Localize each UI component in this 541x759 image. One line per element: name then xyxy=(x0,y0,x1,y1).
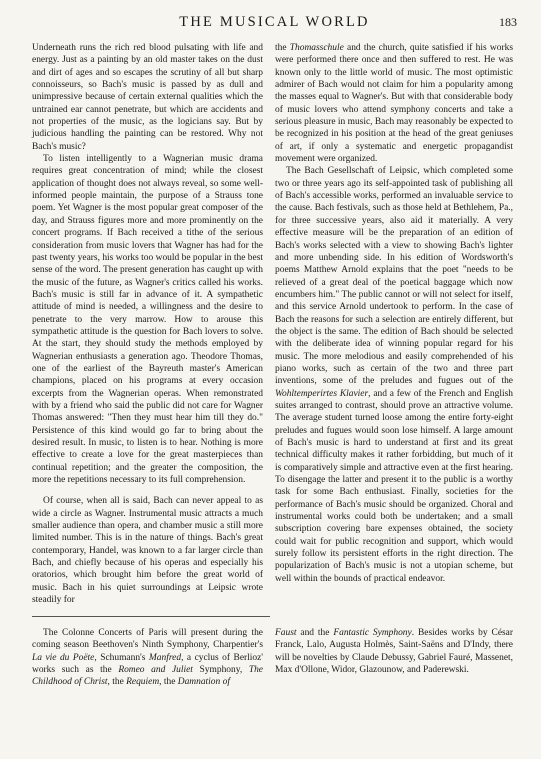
text-run: , the xyxy=(159,677,178,688)
text-run: , a cyclus of Berlioz' works such as the xyxy=(32,652,264,676)
text-run: The Colonne Concerts of Paris will present during the coming season Beethoven's Ninth Symphony, Charpentier's xyxy=(32,628,263,651)
text-run: The Bach Gesellschaft of Leipsic, which completed some two or three years ago its self-appointed task of publishing all of Bach's accessible works, performed an invaluable service to the cause. Bach festivals, such as those held at Bethlehem, Pa., for three successive years, also aid it materially. A very effective measure will be the preparation of an edition of Bach's works selected with a view to showing Bach's lighter and more unbending side. In his edition of Wordsworth's poems Matthew Arnold explains that the poet "needs to be relieved of a great deal of the poetical baggage which now encumbers him." The public cannot or will not select for itself, and this service Arnold undertook to perform. In the case of Bach the reasons for such a selection are entirely different, but the object is the same. The edition of Bach should be selected with the deliberate idea of winning popular regard for his music. The more melodious and easily comprehended of his piano works, such as certain of the two and three part inventions, some of the preludes and fugues out of the xyxy=(275,166,513,387)
italic-work-title: Faust xyxy=(275,628,297,638)
italic-title-wohltemperirtes-klavier: Wohltemperirtes Klavier xyxy=(275,388,369,399)
italic-work-title: Romeo and Juliet xyxy=(118,665,193,676)
colonne-concerts-notice-continued xyxy=(275,627,513,676)
text-run: , the xyxy=(107,677,127,688)
notice-left-column xyxy=(32,627,263,689)
italic-title-thomasschule: Thomasschule xyxy=(289,43,344,53)
right-paragraph-1 xyxy=(275,42,513,165)
page-number: 183 xyxy=(499,15,517,29)
running-head-title: THE MUSICAL WORLD xyxy=(179,14,370,30)
italic-work-title: Fantastic Symphony xyxy=(333,628,412,638)
italic-work-title: La vie du Poëte xyxy=(32,652,95,663)
section-divider xyxy=(32,616,270,617)
right-paragraph-2 xyxy=(275,165,513,585)
notice-right-column xyxy=(275,627,513,676)
italic-work-title: The Childhood of Christ xyxy=(32,665,263,688)
text-run: and the xyxy=(296,628,334,638)
text-run: . Besides works by César Franck, Lalo, Augusta Holmès, Saint-Saëns and D'Indy, there will be novelties by Claude Debussy, Gabriel Fauré, Massenet, Max d'Ollone, Widor, Glazounow, and Paderewski. xyxy=(275,628,514,676)
text-run: the xyxy=(275,43,290,53)
left-column xyxy=(32,42,263,606)
italic-work-title: Manfred xyxy=(148,652,182,663)
left-paragraph-1: Underneath runs the rich red blood pulsating with life and energy. Just as a painting by an old master takes on the dust and dirt of ages and so escapes the scrutiny of all but sharp connoisseurs, so Bach's music is passed by as dull and unimpressive because of certain external qualities which the untrained ear cannot penetrate, but which are accidents and not properties of the music, as the logicians say. But by judicious handling the painting can be restored. Why not Bach's music? xyxy=(32,43,263,152)
text-run: and the church, quite satisfied if his works were performed there once and then suffered to rest. He was known only to the little world of music. The most optimistic admirer of Bach would not claim for him a popularity among the masses equal to Wagner's. But with that considerable body of music lovers who attend symphony concerts and take a serious pleasure in music, Bach may reasonably be expected to be recognized in his position at the head of the great geniuses of art, if only a systematic and energetic propagandist movement were organized. xyxy=(275,43,513,165)
text-run: , Schumann's xyxy=(94,652,149,663)
italic-work-title: Requiem xyxy=(126,677,160,688)
left-paragraph-2: To listen intelligently to a Wagnerian music drama requires great concentration of mind; while the closest application of thought does not always reveal, so some well-informed people maintain, the purpose of a Strauss tone poem. Yet Wagner is the most popular great composer of the day, and Strauss figures more and more prominently on the concert programs. If Bach received a tithe of the serious consideration from music lovers that Wagner has had for the past twenty years, his works too would be popular in the best sense of the word. The present generation has caught up with the music of the future, as Wagner's critics called his works. Bach's music is still far in advance of it. A sympathetic attitude of mind is needed, a willingness and the desire to penetrate to the very marrow. How to arouse this sympathetic attitude is the question for Bach lovers to solve. At the start, they should study the methods employed by Wagnerian enthusiasts a generation ago. Theodore Thomas, one of the earliest of the Bayreuth master's American champions, placed on his programs at every occasion excerpts from the Wagnerian operas. When remonstrated with by a friend who said the public did not care for Wagner Thomas answered: "Then they must hear him till they do." Persistence of this kind would go far to bring about the desired result. In music, to listen is to hear. Nothing is more effective to create a love for the great masterpieces than continual repetition; and the greater the composition, the more the repetitions necessary to its full comprehension. xyxy=(32,154,263,486)
text-run: Symphony, xyxy=(192,665,249,676)
right-column xyxy=(275,42,513,585)
text-run: , and a few of the French and English suites arranged to contrast, should prove an attractive volume. The average student turned loose among the entire forty-eight preludes and fugues would soon lose himself. A large amount of Bach's music is hard to understand at first and its great technical difficulty makes it rather forbidding, but much of it is comparatively simple and attractive even at the first hearing. To disengage the latter and present it to the public is a worthy task for some Bach enthusiast. Finally, societies for the performance of Bach's music should be organized. Choral and instrumental works could both be undertaken; and a small subscription covering bare expenses obtained, the society could wait for public recognition and support, which would surely follow its persistent efforts in the right direction. The popularization of Bach's music is not a utopian scheme, but well within the bounds of practical endeavor. xyxy=(275,388,513,584)
italic-work-title: Damnation of xyxy=(177,677,230,688)
page-header xyxy=(32,14,517,36)
colonne-concerts-notice xyxy=(32,627,263,689)
left-paragraph-3: Of course, when all is said, Bach can never appeal to as wide a circle as Wagner. Instrumental music attracts a much smaller audience than opera, and chamber music a still more limited number. This is in the nature of things. Bach's great contemporary, Handel, was known to a far larger circle than Bach, and chiefly because of his operas and especially his oratorios, which brought him before the great world of music. Bach in his quiet surroundings at Leipsic wrote steadily for xyxy=(32,496,263,606)
